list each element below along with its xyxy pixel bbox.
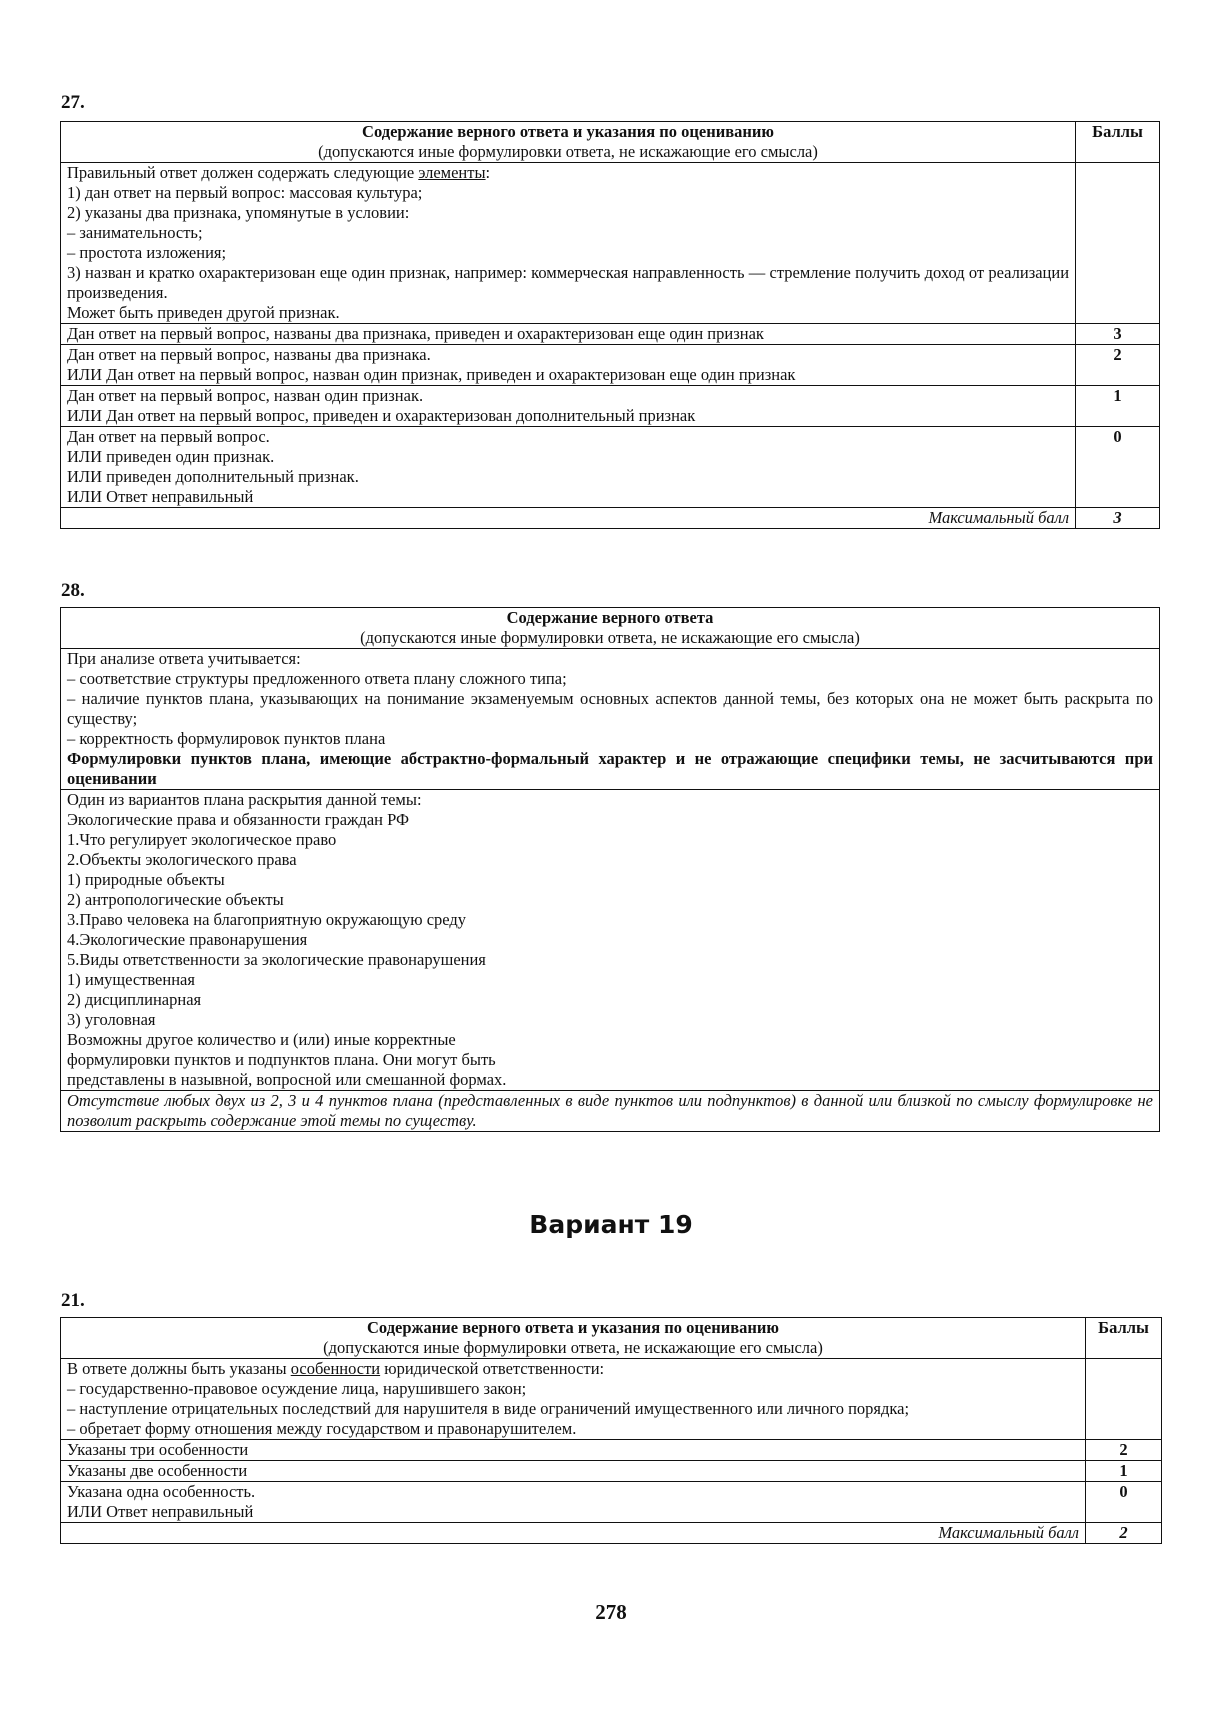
score-points: 2 — [1076, 345, 1160, 386]
note-content — [61, 1091, 1160, 1132]
criteria-content: При анализе ответа учитывается: – соответствие структуры предложенного ответа плану сложного типа; – наличие пунктов плана, указывающих на понимание экзаменуемым основных аспектов данной темы, без которых она не может быть раскрыта по существу; – корректность формулировок пунктов плана Формулировки пунктов плана, имеющие абстрактно-формальный характер и не отражающие специфики темы, не засчитываются при оценивании — [61, 649, 1160, 790]
underlined-term: особенности — [290, 1359, 381, 1378]
score-row — [61, 427, 1160, 508]
table-header — [61, 122, 1076, 163]
score-row — [61, 1482, 1162, 1523]
question-number-21: 21. — [61, 1290, 85, 1311]
points-cell-empty — [1076, 163, 1160, 324]
score-row — [61, 324, 1160, 345]
content-line: 1) дан ответ на первый вопрос: массовая культура; — [67, 183, 423, 202]
score-criteria: Дан ответ на первый вопрос, названы два признака, приведен и охарактеризован еще один признак — [61, 324, 1076, 345]
question-number-28: 28. — [61, 580, 85, 601]
table-header-row — [61, 122, 1160, 163]
score-points: 0 — [1076, 427, 1160, 508]
content-line: – наступление отрицательных последствий для нарушителя в виде ограничений имущественного или личного порядка; — [67, 1399, 910, 1418]
score-points: 1 — [1086, 1461, 1162, 1482]
italic-note: Отсутствие любых двух из 2, 3 и 4 пунктов плана (представленных в виде пунктов или подпунктов) в данной или близкой по смыслу формулировке не позволит раскрыть содержание этой темы по существу. — [67, 1091, 1153, 1130]
content-line: Может быть приведен другой признак. — [67, 303, 340, 322]
answer-content — [61, 1359, 1086, 1440]
question-number-27: 27. — [61, 92, 85, 113]
answer-content-row — [61, 163, 1160, 324]
answer-content — [61, 163, 1076, 324]
criteria-row — [61, 649, 1160, 790]
score-criteria: Дан ответ на первый вопрос, названы два признака. ИЛИ Дан ответ на первый вопрос, назван один признак, приведен и охарактеризован еще один признак — [61, 345, 1076, 386]
content-line: – обретает форму отношения между государством и правонарушителем. — [67, 1419, 577, 1438]
rubric-table-28 — [60, 607, 1160, 1132]
points-header: Баллы — [1086, 1318, 1162, 1359]
score-row — [61, 345, 1160, 386]
header-title: Содержание верного ответа и указания по оцениванию — [362, 122, 775, 141]
header-title: Содержание верного ответа — [506, 608, 714, 627]
header-subtitle: (допускаются иные формулировки ответа, не искажающие его смысла) — [360, 628, 860, 647]
score-criteria: Дан ответ на первый вопрос. ИЛИ приведен один признак. ИЛИ приведен дополнительный признак. ИЛИ Ответ неправильный — [61, 427, 1076, 508]
score-points: 1 — [1076, 386, 1160, 427]
score-row — [61, 1461, 1162, 1482]
table-header — [61, 608, 1160, 649]
criteria-warning: Формулировки пунктов плана, имеющие абстрактно-формальный характер и не отражающие специфики темы, не засчитываются при оценивании — [67, 749, 1153, 788]
content-line: – государственно-правовое осуждение лица, нарушившего закон; — [67, 1379, 527, 1398]
variant-title: Вариант 19 — [529, 1210, 693, 1239]
answer-content-row — [61, 1359, 1162, 1440]
content-intro: В ответе должны быть указаны особенности юридической ответственности: — [67, 1359, 605, 1378]
score-row — [61, 386, 1160, 427]
max-score-label: Максимальный балл — [61, 1523, 1086, 1544]
max-score-value: 2 — [1086, 1523, 1162, 1544]
max-score-row — [61, 1523, 1162, 1544]
content-line: – занимательность; — [67, 223, 203, 242]
score-row — [61, 1440, 1162, 1461]
content-line: – простота изложения; — [67, 243, 227, 262]
header-subtitle: (допускаются иные формулировки ответа, не искажающие его смысла) — [323, 1338, 823, 1357]
table-header-row — [61, 608, 1160, 649]
rubric-table-21 — [60, 1317, 1162, 1544]
score-criteria: Указаны две особенности — [61, 1461, 1086, 1482]
points-header: Баллы — [1076, 122, 1160, 163]
max-score-row — [61, 508, 1160, 529]
content-line: 3) назван и кратко охарактеризован еще один признак, например: коммерческая направленность — стремление получить доход от реализации произведения. — [67, 263, 1070, 302]
score-points: 0 — [1086, 1482, 1162, 1523]
score-points: 3 — [1076, 324, 1160, 345]
points-cell-empty — [1086, 1359, 1162, 1440]
score-criteria: Указаны три особенности — [61, 1440, 1086, 1461]
score-criteria: Указана одна особенность. ИЛИ Ответ неправильный — [61, 1482, 1086, 1523]
table-header-row — [61, 1318, 1162, 1359]
content-line: 2) указаны два признака, упомянутые в условии: — [67, 203, 410, 222]
underlined-term: элементы — [418, 163, 486, 182]
max-score-label: Максимальный балл — [61, 508, 1076, 529]
note-row — [61, 1091, 1160, 1132]
page-number: 278 — [595, 1600, 627, 1624]
header-subtitle: (допускаются иные формулировки ответа, не искажающие его смысла) — [318, 142, 818, 161]
rubric-table-27 — [60, 121, 1160, 529]
plan-row — [61, 790, 1160, 1091]
plan-content: Один из вариантов плана раскрытия данной темы: Экологические права и обязанности граждан РФ 1.Что регулирует экологическое право 2.Объекты экологического права 1) природные объекты 2) антропологические объекты 3.Право человека на благоприятную окружающую среду 4.Экологические правонарушения 5.Виды ответственности за экологические правонарушения 1) имущественная 2) дисциплинарная 3) уголовная Возможны другое количество и (или) иные корректные формулировки пунктов и подпунктов плана. Они могут быть представлены в назывной, вопросной или смешанной формах. — [61, 790, 1160, 1091]
max-score-value: 3 — [1076, 508, 1160, 529]
score-points: 2 — [1086, 1440, 1162, 1461]
score-criteria: Дан ответ на первый вопрос, назван один признак. ИЛИ Дан ответ на первый вопрос, приведен и охарактеризован дополнительный признак — [61, 386, 1076, 427]
content-intro: Правильный ответ должен содержать следующие элементы: — [67, 163, 491, 182]
table-header — [61, 1318, 1086, 1359]
header-title: Содержание верного ответа и указания по оцениванию — [367, 1318, 779, 1337]
